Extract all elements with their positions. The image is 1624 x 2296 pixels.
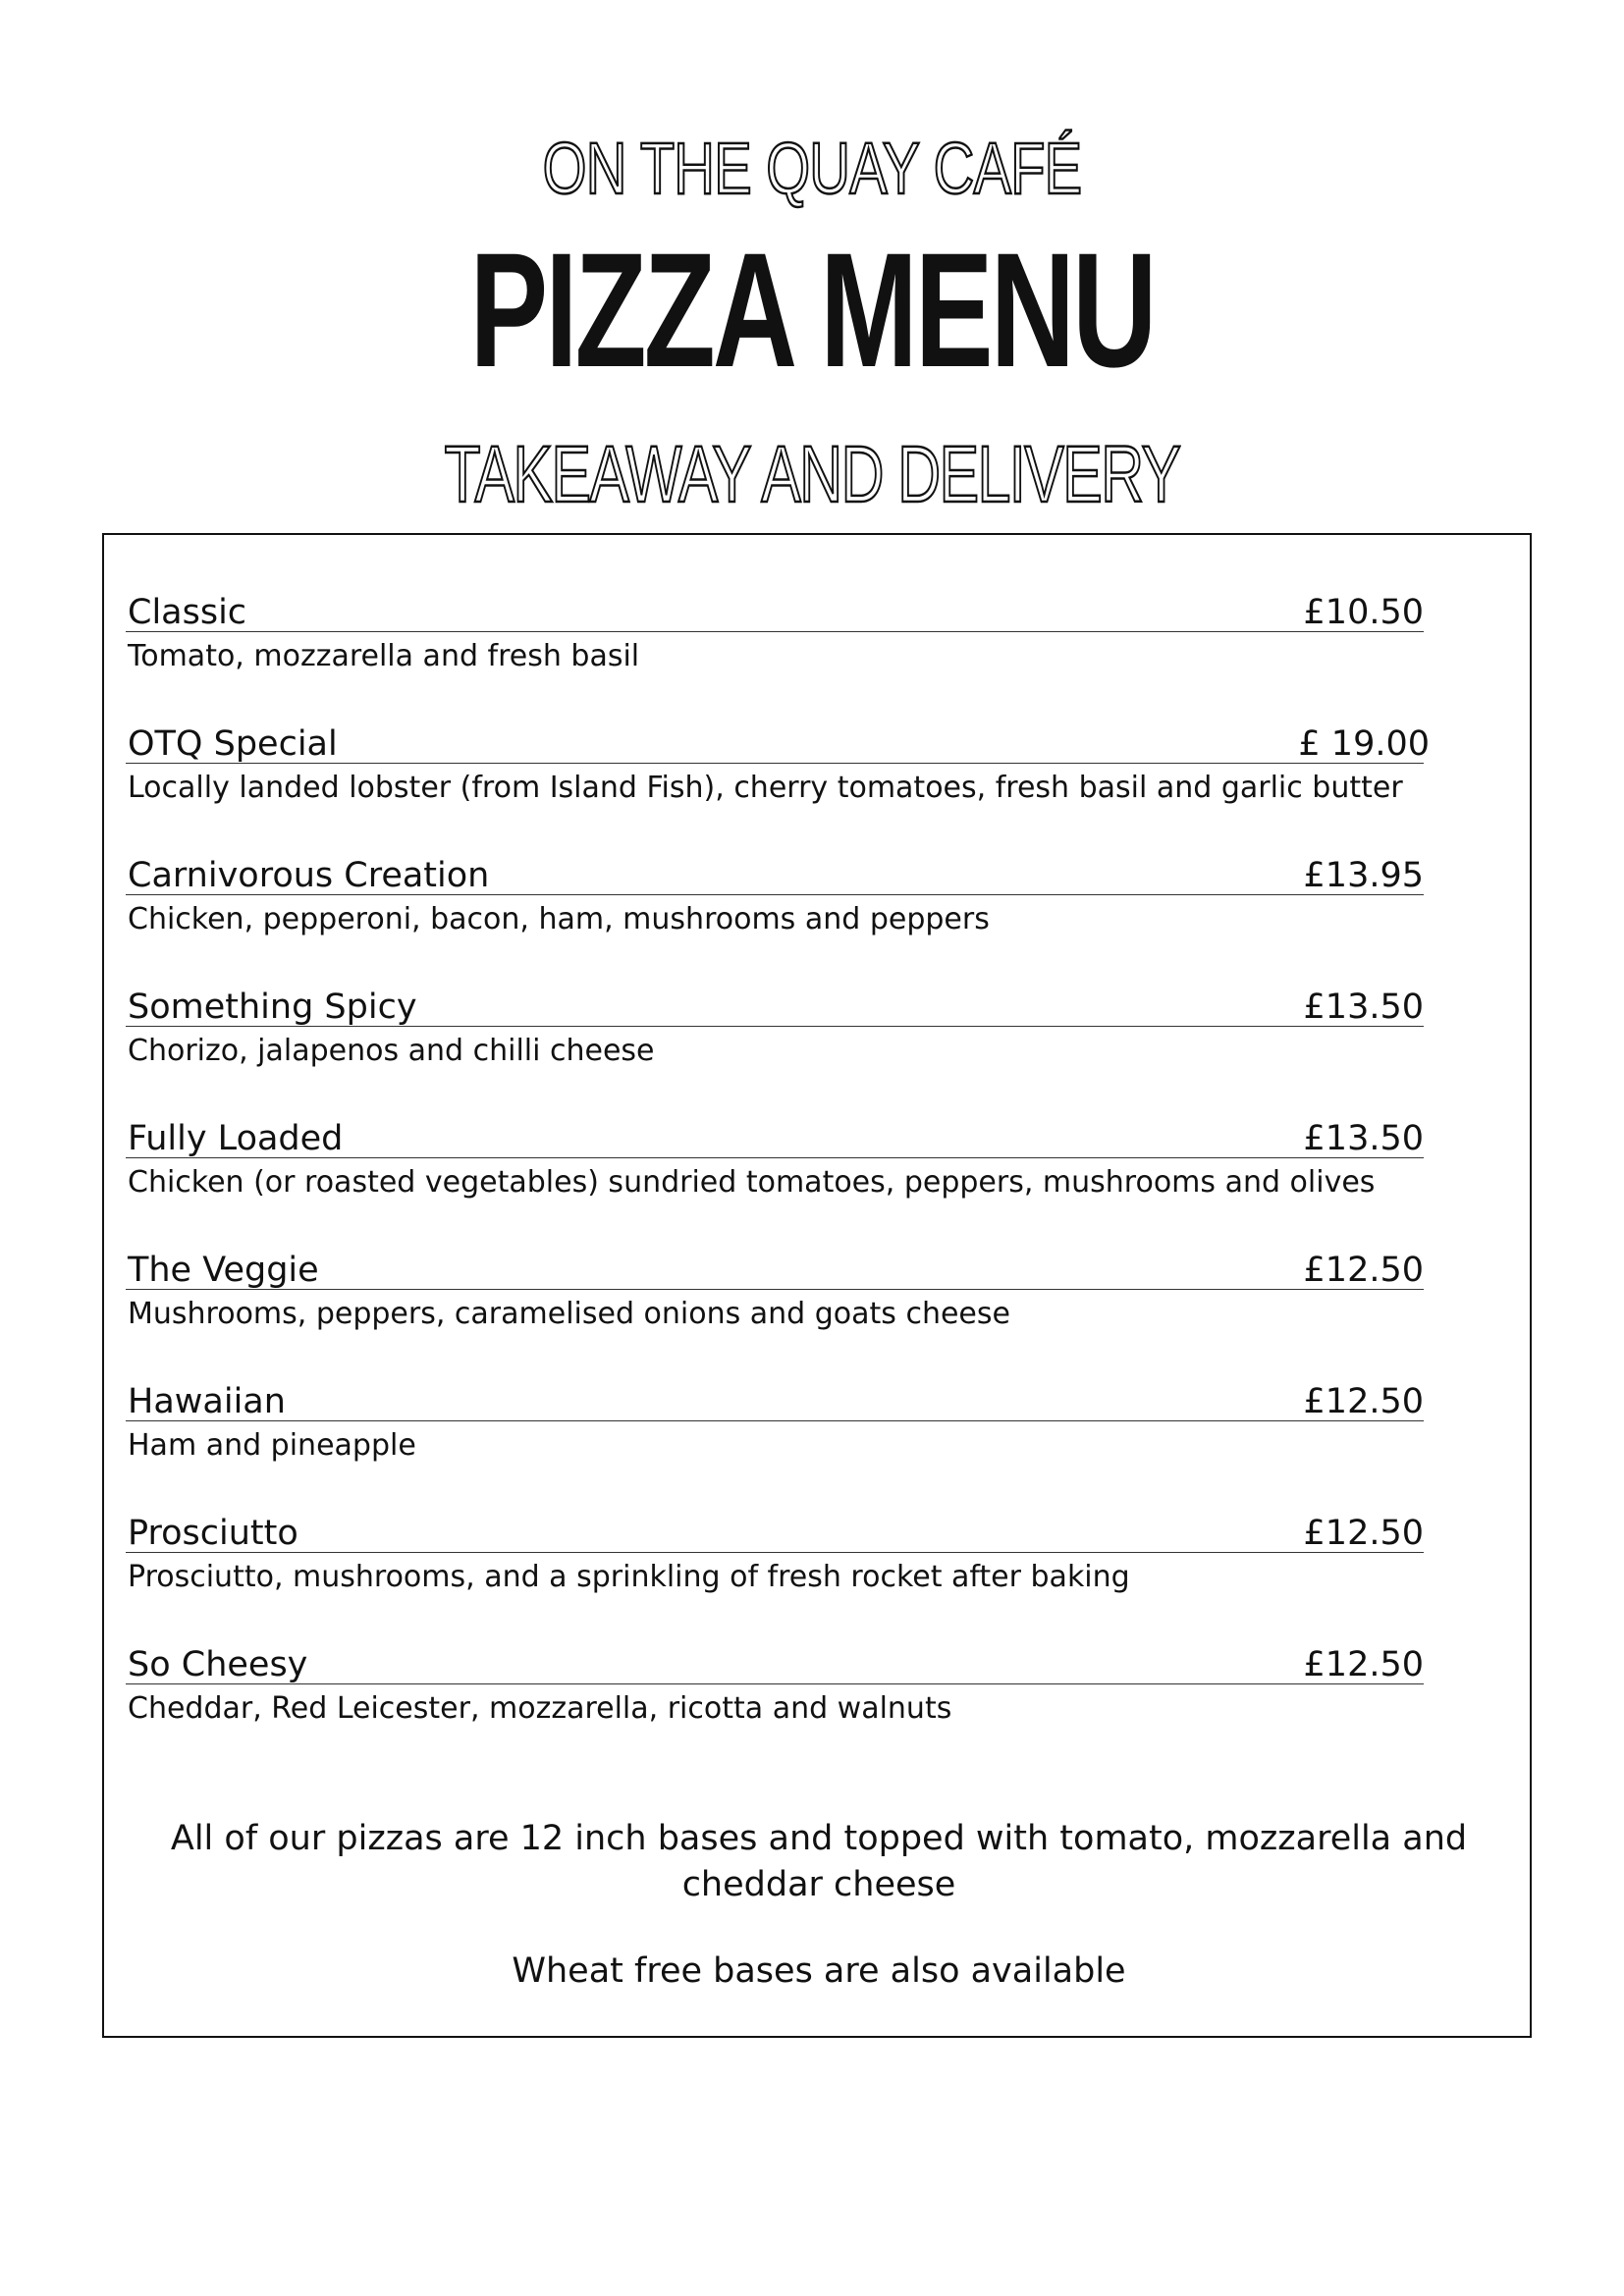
menu-item-header	[126, 1507, 1424, 1553]
menu-item-header	[126, 1375, 1424, 1421]
menu-item-header	[126, 1244, 1424, 1290]
item-price: £13.50	[1303, 1119, 1424, 1158]
menu-item-header	[126, 1638, 1424, 1684]
item-price: £12.50	[1303, 1251, 1424, 1290]
menu-item-header	[126, 718, 1430, 764]
item-name: Classic	[128, 593, 247, 632]
item-description: Prosciutto, mushrooms, and a sprinkling of fresh rocket after baking	[128, 1560, 1130, 1594]
item-description: Chicken (or roasted vegetables) sundried tomatoes, peppers, mushrooms and olives	[128, 1165, 1376, 1200]
menu-item-header	[126, 981, 1424, 1027]
item-price: £ 19.00	[1298, 724, 1430, 764]
item-name: The Veggie	[128, 1251, 319, 1290]
menu-item-prosciutto	[126, 1507, 1424, 1595]
item-description: Chicken, pepperoni, bacon, ham, mushrooms and peppers	[128, 902, 990, 936]
item-price: £10.50	[1303, 593, 1424, 632]
bases-note: All of our pizzas are 12 inch bases and topped with tomato, mozzarella and cheddar cheese	[170, 1819, 1468, 1904]
menu-item-carnivorous-creation	[126, 849, 1424, 937]
item-price: £13.50	[1303, 988, 1424, 1027]
item-name: Fully Loaded	[128, 1119, 344, 1158]
item-price: £13.95	[1303, 856, 1424, 895]
menu-item-hawaiian	[126, 1375, 1424, 1464]
item-description: Mushrooms, peppers, caramelised onions and goats cheese	[128, 1297, 1010, 1331]
item-name: OTQ Special	[128, 724, 338, 764]
item-name: Prosciutto	[128, 1514, 298, 1553]
menu-item-fully-loaded	[126, 1112, 1424, 1201]
item-description: Chorizo, jalapenos and chilli cheese	[128, 1034, 655, 1068]
item-name: Carnivorous Creation	[128, 856, 490, 895]
menu-item-header	[126, 1112, 1424, 1158]
item-description: Locally landed lobster (from Island Fish), cherry tomatoes, fresh basil and garlic butter	[128, 771, 1403, 805]
menu-item-so-cheesy	[126, 1638, 1424, 1727]
menu-item-classic	[126, 586, 1424, 674]
menu-item-the-veggie	[126, 1244, 1424, 1332]
menu-list	[102, 533, 1532, 2038]
item-description: Cheddar, Red Leicester, mozzarella, ricotta and walnuts	[128, 1691, 952, 1726]
menu-item-header	[126, 849, 1424, 895]
item-description: Ham and pineapple	[128, 1428, 416, 1463]
item-name: Hawaiian	[128, 1382, 286, 1421]
item-name: So Cheesy	[128, 1645, 308, 1684]
menu-subtitle: TAKEAWAY AND DELIVERY	[444, 430, 1180, 519]
item-price: £12.50	[1303, 1382, 1424, 1421]
item-name: Something Spicy	[128, 988, 417, 1027]
item-description: Tomato, mozzarella and fresh basil	[128, 639, 640, 673]
item-price: £12.50	[1303, 1645, 1424, 1684]
menu-item-something-spicy	[126, 981, 1424, 1069]
cafe-name: ON THE QUAY CAFÉ	[542, 128, 1082, 209]
menu-item-otq-special	[126, 718, 1430, 806]
wheat-free-note: Wheat free bases are also available	[512, 1951, 1126, 1991]
item-price: £12.50	[1303, 1514, 1424, 1553]
menu-item-header	[126, 586, 1424, 632]
menu-title: PIZZA MENU	[469, 220, 1155, 401]
